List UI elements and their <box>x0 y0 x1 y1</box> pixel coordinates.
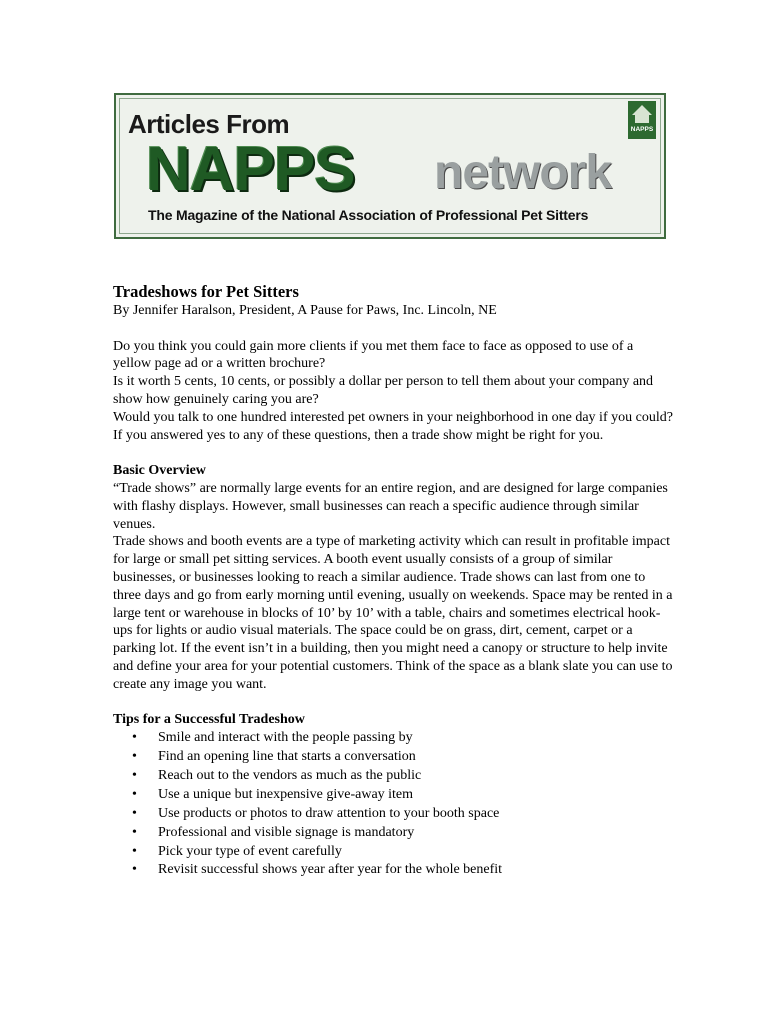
list-item <box>113 786 673 805</box>
list-item <box>113 729 673 748</box>
intro-paragraph: Would you talk to one hundred interested pet owners in your neighborhood in one day if you could? <box>113 409 673 425</box>
tip-text: Use products or photos to draw attention to your booth space <box>158 805 500 821</box>
list-item <box>113 824 673 843</box>
tip-text: Find an opening line that starts a conversation <box>158 749 416 765</box>
tips-heading: Tips for a Successful Tradeshow <box>113 712 305 728</box>
bullet-icon: • <box>132 749 137 765</box>
list-item <box>113 861 673 880</box>
tip-text: Pick your type of event carefully <box>158 843 342 859</box>
intro-paragraph: If you answered yes to any of these questions, then a trade show might be right for you. <box>113 427 604 443</box>
list-item <box>113 767 673 786</box>
intro-paragraph: Is it worth 5 cents, 10 cents, or possibly a dollar per person to tell them about your company and show how genuinely caring you are? <box>113 374 654 407</box>
banner-articles-from: Articles From <box>128 109 290 139</box>
list-item <box>113 843 673 862</box>
tip-text: Reach out to the vendors as much as the public <box>158 767 422 783</box>
tips-list <box>113 729 673 880</box>
intro-paragraph: Do you think you could gain more clients if you met them face to face as opposed to use of a yellow page ad or a written brochure? <box>113 338 634 372</box>
article-title: Tradeshows for Pet Sitters <box>113 282 299 301</box>
banner-network-text: network <box>434 146 612 199</box>
article-byline: By Jennifer Haralson, President, A Pause for Paws, Inc. Lincoln, NE <box>113 303 497 318</box>
spacer <box>113 444 673 462</box>
overview-heading: Basic Overview <box>113 463 206 479</box>
tip-text: Use a unique but inexpensive give-away item <box>158 786 414 802</box>
bullet-icon: • <box>132 767 137 783</box>
overview-paragraph: “Trade shows” are normally large events for an entire region, and are designed for large companies with flashy displays. However, small businesses can reach a specific audience through similar venues. <box>113 480 668 532</box>
bullet-icon: • <box>132 862 137 878</box>
list-item <box>113 805 673 824</box>
bullet-icon: • <box>132 824 137 840</box>
bullet-icon: • <box>132 843 137 859</box>
article-body <box>113 281 673 880</box>
list-item <box>113 748 673 767</box>
overview-paragraph: Trade shows and booth events are a type of marketing activity which can result in profitable impact for large or small pet sitting services. A booth event usually consists of a group of similar businesses, or businesses looking to reach a similar audience. Trade shows can last from one to three days and go from early morning until evening, usually on weekends. Space may be rented in a large tent or warehouse in blocks of 10’ by 10’ with a table, chairs and sometimes electrical hook-ups for lights or audio visual materials. The space could be on grass, dirt, cement, carpet or a parking lot. If the event isn’t in a building, then you might need a canopy or structure to help invite and define your area for your potential customers. Think of the space as a blank slate you can use to create any image you want. <box>113 534 673 692</box>
svg-text:NAPPS: NAPPS <box>630 126 654 133</box>
banner-subtitle: The Magazine of the National Association of Professional Pet Sitters <box>148 207 589 223</box>
tip-text: Smile and interact with the people passing by <box>158 730 413 746</box>
bullet-icon: • <box>132 730 137 746</box>
tip-text: Professional and visible signage is mandatory <box>158 824 415 840</box>
spacer <box>113 694 673 712</box>
napps-banner <box>114 93 666 239</box>
bullet-icon: • <box>132 805 137 821</box>
bullet-icon: • <box>132 786 137 802</box>
napps-badge-icon <box>628 101 656 139</box>
tip-text: Revisit successful shows year after year for the whole benefit <box>158 862 503 878</box>
banner-napps-logo-text: NAPPS <box>146 135 355 204</box>
